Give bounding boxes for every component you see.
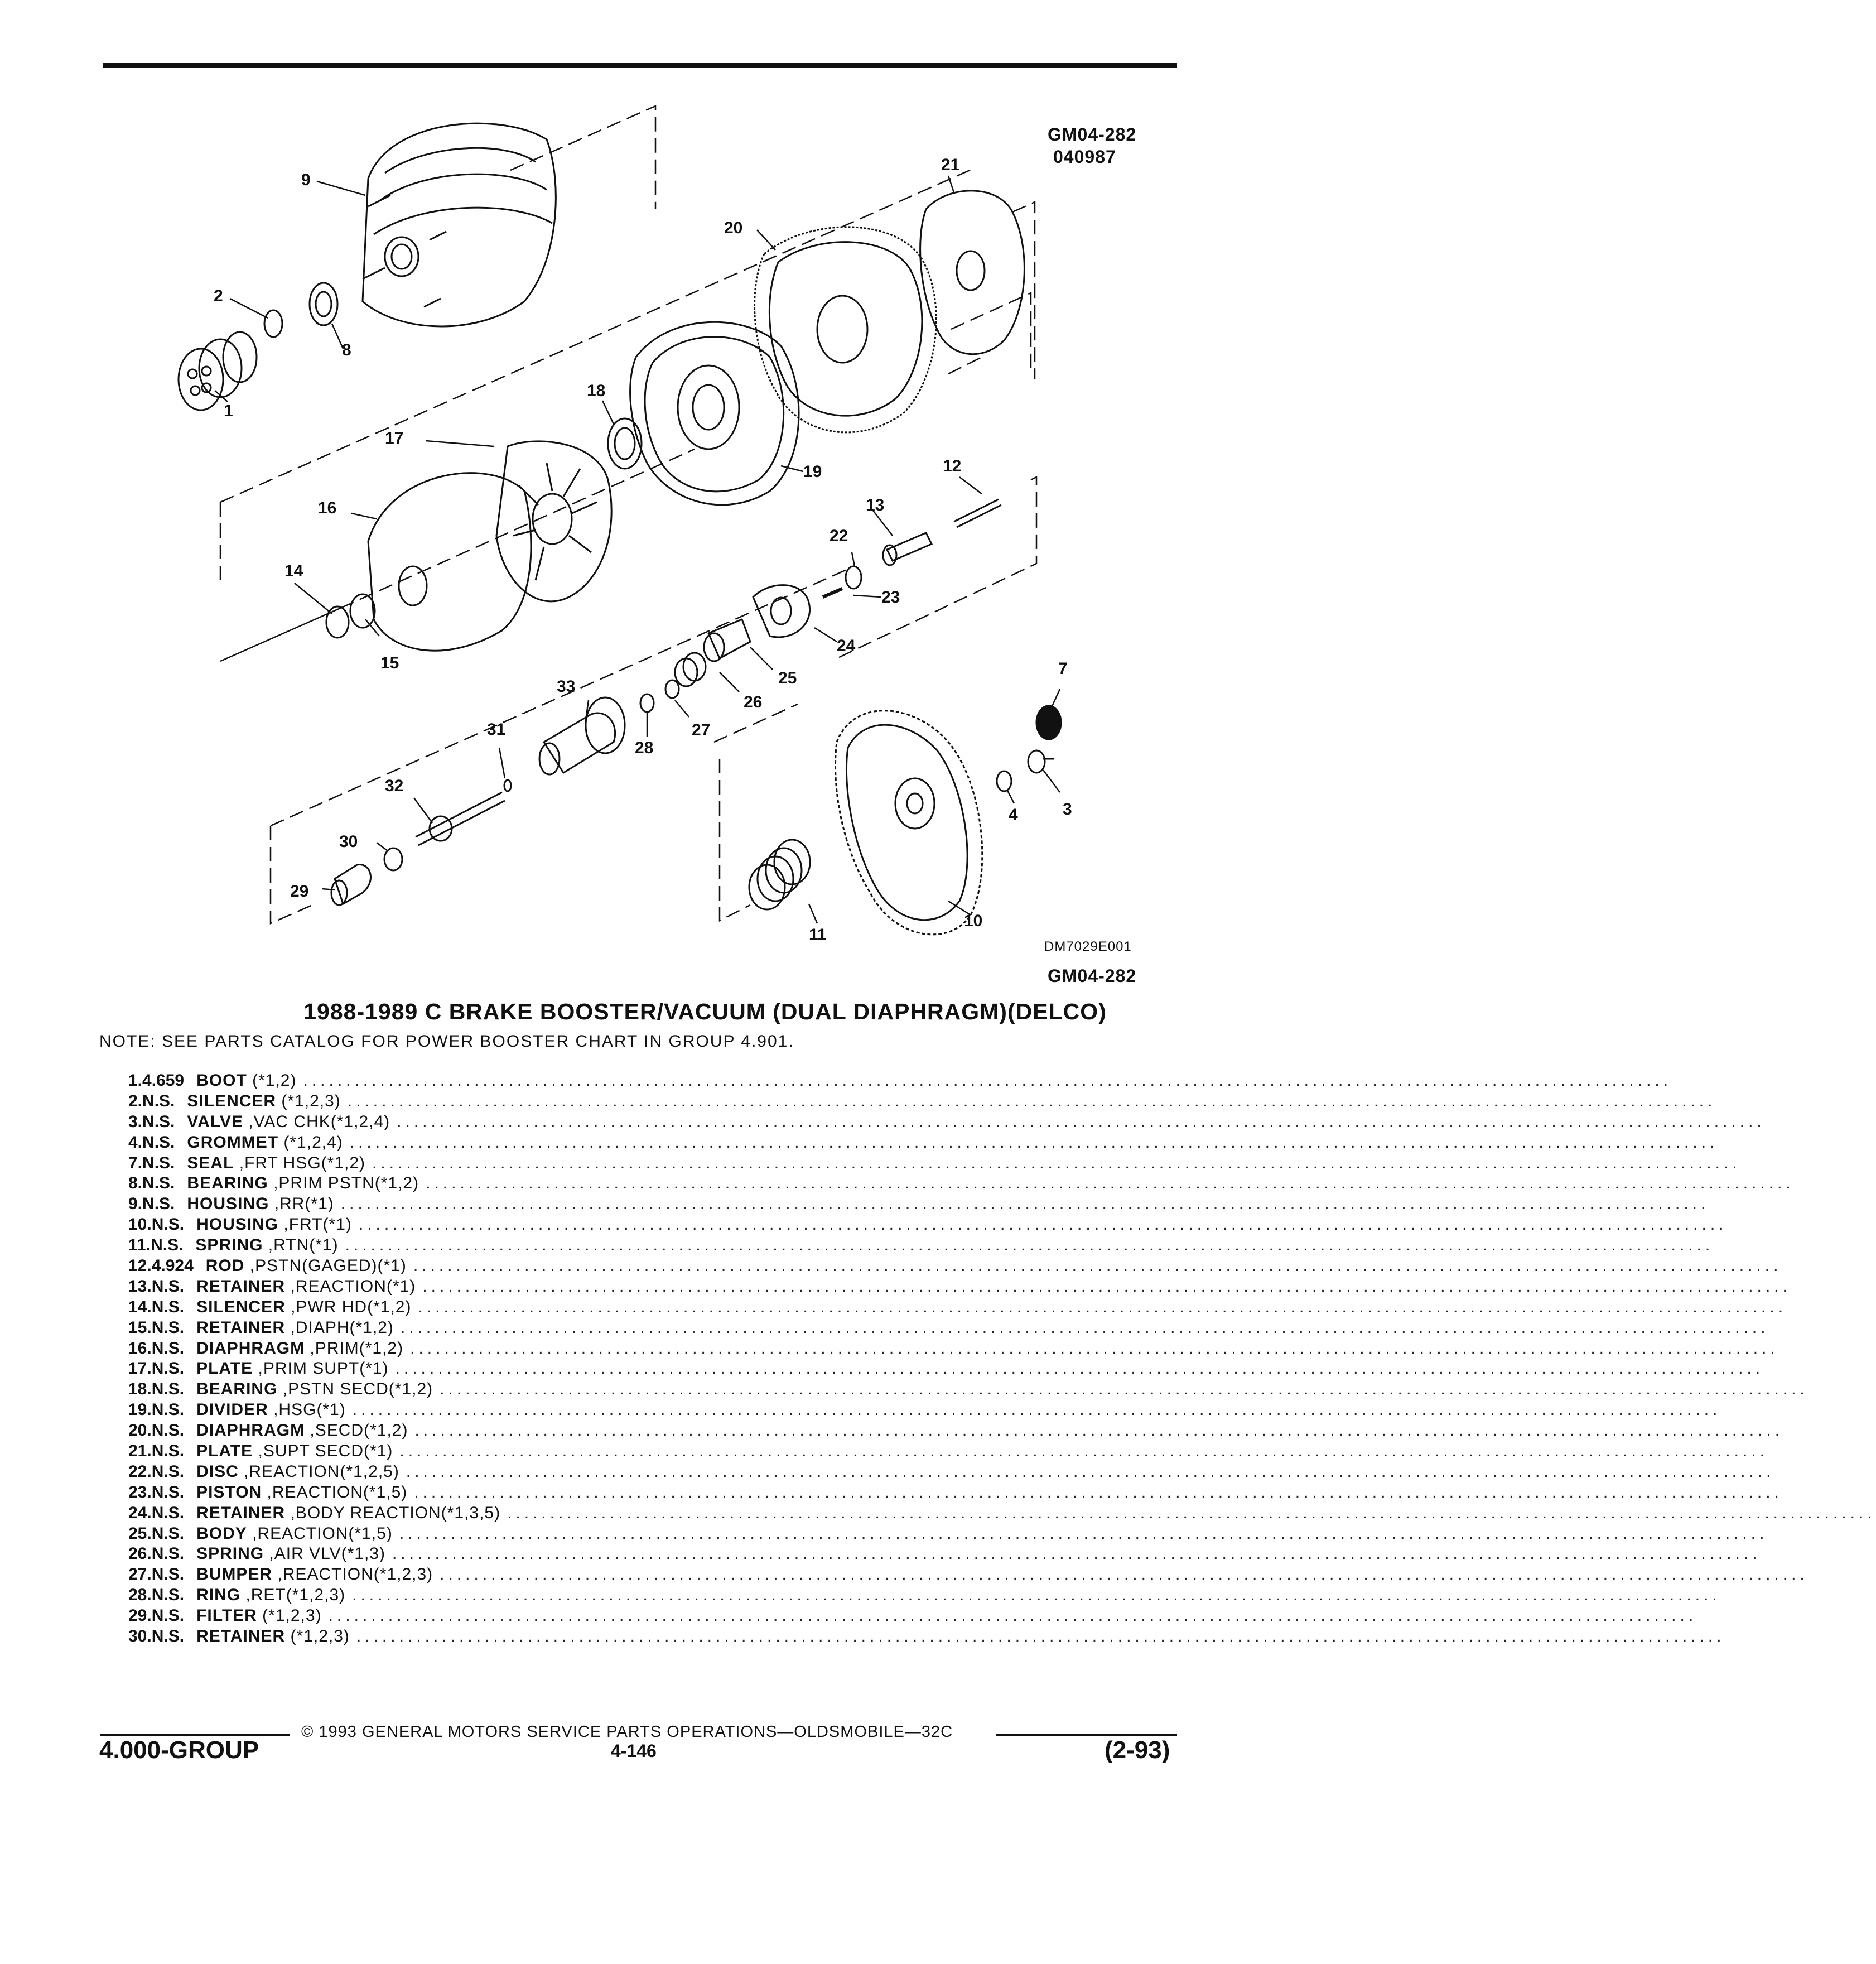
- part-detail: ,PSTN(GAGED)(*1): [244, 1257, 407, 1275]
- leader-dots: ................................................................................................................................................................: [303, 1071, 1672, 1090]
- part-name: RETAINER: [196, 1277, 286, 1296]
- part-group-number: N.S.: [142, 1112, 175, 1131]
- drawing-number: DM7029E001: [1044, 939, 1132, 954]
- part-number: 1.: [128, 1071, 143, 1090]
- part-group-number: N.S.: [142, 1091, 175, 1110]
- part-group-number: N.S.: [151, 1236, 184, 1255]
- revision-date: (2-93): [1105, 1736, 1170, 1764]
- part-name: RING: [196, 1586, 241, 1605]
- part-group-number: N.S.: [151, 1462, 185, 1481]
- part-name: SEAL: [187, 1153, 234, 1172]
- part-number: 22.: [128, 1462, 152, 1481]
- part-detail: ,PSTN SECD(*1,2): [277, 1380, 433, 1399]
- part-number: 25.: [128, 1524, 152, 1543]
- part-row: [128, 1462, 1775, 1483]
- part-number: 12.: [128, 1257, 152, 1275]
- part-name: HOUSING: [196, 1215, 279, 1234]
- part-detail: ,DIAPH(*1,2): [285, 1318, 394, 1337]
- part-description: [187, 1154, 365, 1173]
- leader-dots: ................................................................................................................................................................: [440, 1565, 1809, 1584]
- part-detail: ,REACTION(*1,2,3): [272, 1565, 433, 1584]
- figure-code-bottom: GM04-282: [1048, 966, 1137, 986]
- leader-dots: ................................................................................................................................................................: [400, 1318, 1769, 1337]
- part-group-number: N.S.: [142, 1153, 175, 1172]
- part-detail: (*1,2,3): [285, 1627, 350, 1646]
- part-row: [128, 1442, 1768, 1462]
- part-number: 20.: [128, 1421, 152, 1440]
- part-number: 24.: [128, 1503, 152, 1522]
- part-detail: ,BODY REACTION(*1,3,5): [285, 1503, 501, 1522]
- callout-17: 17: [385, 429, 404, 447]
- part-number: 19.: [128, 1400, 152, 1419]
- leader-dots: ................................................................................................................................................................: [413, 1257, 1782, 1275]
- callout-1: 1: [224, 402, 233, 420]
- leader-dots: ................................................................................................................................................................: [406, 1462, 1775, 1481]
- callout-23: 23: [881, 588, 900, 606]
- part-group-number: N.S.: [151, 1606, 185, 1625]
- part-detail: ,PWR HD(*1,2): [285, 1297, 412, 1316]
- callout-9: 9: [301, 171, 311, 189]
- callout-24: 24: [837, 637, 856, 655]
- part-group-number: N.S.: [151, 1297, 185, 1316]
- part-name: DIAPHRAGM: [196, 1421, 305, 1440]
- part-group-number: N.S.: [151, 1215, 185, 1234]
- part-group-number: N.S.: [151, 1586, 185, 1605]
- part-name: BODY: [196, 1524, 247, 1543]
- catalog-note: NOTE: SEE PARTS CATALOG FOR POWER BOOSTER CHART IN GROUP 4.901.: [99, 1032, 794, 1051]
- part-description: [196, 1565, 433, 1584]
- part-name: PISTON: [196, 1482, 262, 1501]
- callout-16: 16: [318, 499, 337, 517]
- part-row: [128, 1565, 1809, 1586]
- part-group-number: N.S.: [151, 1544, 185, 1563]
- part-row: [128, 1153, 1741, 1174]
- part-group-number: N.S.: [151, 1339, 185, 1358]
- part-detail: (*1,2,3): [257, 1606, 322, 1625]
- callout-33: 33: [557, 677, 576, 696]
- part-description: [196, 1462, 399, 1481]
- part-name: BEARING: [187, 1174, 268, 1193]
- part-name: FILTER: [196, 1606, 257, 1625]
- part-row: [128, 1627, 1725, 1648]
- part-name: GROMMET: [187, 1133, 279, 1152]
- callout-12: 12: [943, 457, 962, 475]
- part-row: [128, 1236, 1714, 1257]
- part-description: [206, 1257, 407, 1275]
- part-name: RETAINER: [196, 1503, 286, 1522]
- leader-dots: ................................................................................................................................................................: [418, 1297, 1787, 1316]
- part-number: 10.: [128, 1215, 152, 1234]
- part-detail: ,RTN(*1): [263, 1236, 339, 1255]
- part-description: [196, 1483, 407, 1502]
- part-description: [196, 1442, 393, 1461]
- part-description: [196, 1339, 403, 1358]
- part-detail: ,AIR VLV(*1,3): [264, 1544, 385, 1563]
- part-row: [128, 1071, 1672, 1092]
- part-name: PLATE: [196, 1442, 253, 1461]
- part-name: BUMPER: [196, 1565, 273, 1584]
- footer-rule-right: [996, 1734, 1177, 1736]
- part-detail: ,HSG(*1): [268, 1400, 346, 1419]
- part-row: [128, 1215, 1728, 1236]
- part-description: [196, 1586, 345, 1605]
- callout-11: 11: [809, 926, 827, 944]
- part-detail: ,FRT(*1): [278, 1215, 352, 1234]
- part-description: [196, 1215, 352, 1234]
- part-detail: ,REACTION(*1): [285, 1277, 416, 1296]
- part-detail: ,PRIM(*1,2): [305, 1339, 404, 1358]
- part-number: 14.: [128, 1297, 152, 1316]
- callout-10: 10: [964, 912, 983, 930]
- part-detail: (*1,2,3): [276, 1091, 341, 1110]
- part-description: [196, 1359, 388, 1378]
- callout-4: 4: [1009, 806, 1018, 824]
- part-description: [196, 1606, 321, 1625]
- part-row: [128, 1380, 1809, 1400]
- callout-7: 7: [1058, 660, 1068, 678]
- part-group-number: N.S.: [142, 1174, 175, 1193]
- part-description: [187, 1092, 340, 1111]
- callout-15: 15: [380, 654, 399, 672]
- part-description: [195, 1236, 338, 1255]
- part-group-number: N.S.: [142, 1195, 175, 1214]
- callout-3: 3: [1063, 800, 1072, 819]
- leader-dots: ................................................................................................................................................................: [414, 1421, 1784, 1440]
- part-row: [128, 1257, 1782, 1277]
- part-group-number: N.S.: [151, 1318, 185, 1337]
- callout-30: 30: [339, 832, 358, 851]
- leader-dots: ................................................................................................................................................................: [410, 1339, 1779, 1358]
- part-number: 7.: [128, 1153, 143, 1172]
- part-number: 9.: [128, 1195, 143, 1214]
- part-group-number: N.S.: [151, 1380, 185, 1399]
- callout-26: 26: [744, 693, 763, 711]
- part-description: [187, 1133, 343, 1152]
- part-group-number: N.S.: [151, 1627, 185, 1646]
- part-description: [196, 1380, 433, 1399]
- part-row: [128, 1482, 1783, 1504]
- part-row: [128, 1297, 1787, 1318]
- figure-date-code: 040987: [1053, 147, 1116, 167]
- part-group-number: N.S.: [151, 1442, 185, 1461]
- part-name: VALVE: [187, 1112, 243, 1131]
- callout-20: 20: [724, 219, 743, 237]
- part-name: DIVIDER: [196, 1400, 268, 1419]
- part-name: DISC: [196, 1462, 239, 1481]
- part-detail: ,PRIM PSTN(*1,2): [268, 1174, 419, 1193]
- part-description: [196, 1298, 411, 1317]
- leader-dots: ................................................................................................................................................................: [414, 1482, 1783, 1501]
- leader-dots: ................................................................................................................................................................: [507, 1503, 1876, 1522]
- part-name: SPRING: [195, 1236, 263, 1255]
- part-name: DIAPHRAGM: [196, 1339, 305, 1358]
- part-row: [128, 1174, 1795, 1195]
- part-number: 15.: [128, 1318, 152, 1337]
- leader-dots: ................................................................................................................................................................: [340, 1195, 1710, 1214]
- part-detail: ,RET(*1,2,3): [240, 1586, 346, 1605]
- leader-dots: ................................................................................................................................................................: [358, 1215, 1728, 1234]
- part-number: 4.: [128, 1133, 143, 1152]
- leader-dots: ................................................................................................................................................................: [426, 1174, 1795, 1193]
- part-description: [187, 1174, 419, 1193]
- part-description: [196, 1627, 350, 1646]
- part-description: [196, 1400, 346, 1419]
- part-description: [196, 1544, 385, 1563]
- callout-13: 13: [866, 496, 885, 514]
- leader-dots: ................................................................................................................................................................: [399, 1524, 1768, 1543]
- figure-code-top: GM04-282: [1048, 124, 1137, 145]
- callout-14: 14: [284, 562, 303, 580]
- part-number: 8.: [128, 1174, 143, 1193]
- leader-dots: ................................................................................................................................................................: [395, 1359, 1764, 1378]
- leader-dots: ................................................................................................................................................................: [347, 1091, 1716, 1110]
- part-group-number: N.S.: [151, 1277, 185, 1296]
- part-group-number: N.S.: [151, 1524, 185, 1543]
- part-description: [196, 1071, 296, 1090]
- part-row: [128, 1359, 1764, 1380]
- part-row: [128, 1544, 1761, 1565]
- leader-dots: ................................................................................................................................................................: [328, 1606, 1697, 1625]
- leader-dots: ................................................................................................................................................................: [352, 1586, 1721, 1605]
- callout-28: 28: [635, 739, 654, 757]
- part-name: SPRING: [196, 1544, 264, 1563]
- part-row: [128, 1195, 1710, 1215]
- part-number: 13.: [128, 1277, 152, 1296]
- part-group-number: N.S.: [151, 1359, 185, 1378]
- callout-29: 29: [290, 882, 309, 901]
- part-description: [187, 1195, 334, 1214]
- callout-27: 27: [692, 721, 711, 739]
- part-number: 2.: [128, 1091, 143, 1110]
- part-row: [128, 1524, 1768, 1545]
- leader-dots: ................................................................................................................................................................: [399, 1442, 1768, 1461]
- leader-dots: ................................................................................................................................................................: [349, 1133, 1719, 1152]
- part-row: [128, 1277, 1791, 1298]
- part-group-number: N.S.: [151, 1503, 185, 1522]
- part-row: [128, 1133, 1719, 1154]
- part-description: [196, 1277, 416, 1296]
- part-group-number: N.S.: [142, 1133, 175, 1152]
- part-detail: ,REACTION(*1,2,5): [238, 1462, 399, 1481]
- callout-21: 21: [941, 156, 960, 174]
- part-detail: (*1,2): [247, 1071, 297, 1090]
- part-group-number: 4.924: [151, 1257, 194, 1275]
- leader-dots: ................................................................................................................................................................: [397, 1112, 1766, 1131]
- part-detail: ,RR(*1): [269, 1195, 334, 1214]
- part-row: [128, 1339, 1779, 1360]
- part-row: [128, 1400, 1721, 1421]
- part-name: BEARING: [196, 1380, 278, 1399]
- part-number: 29.: [128, 1606, 152, 1625]
- part-detail: ,FRT HSG(*1,2): [234, 1153, 366, 1172]
- leader-dots: ................................................................................................................................................................: [422, 1277, 1791, 1296]
- part-group-number: N.S.: [151, 1565, 185, 1584]
- leader-dots: ................................................................................................................................................................: [345, 1236, 1714, 1255]
- callout-18: 18: [587, 382, 606, 400]
- page-number: 4-146: [611, 1741, 657, 1761]
- part-description: [196, 1421, 408, 1440]
- part-group-number: N.S.: [151, 1482, 185, 1501]
- callout-31: 31: [487, 720, 506, 739]
- leader-dots: ................................................................................................................................................................: [352, 1400, 1721, 1419]
- part-row: [128, 1318, 1769, 1339]
- part-number: 27.: [128, 1565, 152, 1584]
- leader-dots: ................................................................................................................................................................: [356, 1627, 1725, 1646]
- part-description: [196, 1504, 500, 1523]
- parts-list: [128, 1071, 1876, 1648]
- part-number: 18.: [128, 1380, 152, 1399]
- callout-2: 2: [214, 287, 223, 305]
- callout-8: 8: [342, 341, 351, 359]
- part-group-number: N.S.: [151, 1400, 185, 1419]
- part-name: BOOT: [196, 1071, 247, 1090]
- part-row: [128, 1586, 1721, 1606]
- exploded-view-diagram: [0, 0, 1410, 1004]
- part-name: RETAINER: [196, 1627, 286, 1646]
- part-group-number: N.S.: [151, 1421, 185, 1440]
- part-row: [128, 1091, 1716, 1113]
- callout-22: 22: [830, 527, 848, 545]
- part-description: [187, 1113, 390, 1132]
- part-number: 11.: [128, 1236, 151, 1255]
- part-detail: ,PRIM SUPT(*1): [253, 1359, 389, 1378]
- callout-32: 32: [385, 777, 404, 795]
- figure-title: 1988-1989 C BRAKE BOOSTER/VACUUM (DUAL DIAPHRAGM)(DELCO): [303, 999, 1107, 1024]
- copyright-notice: © 1993 GENERAL MOTORS SERVICE PARTS OPERATIONS—OLDSMOBILE—32C: [301, 1723, 953, 1741]
- part-description: [196, 1318, 394, 1337]
- part-row: [128, 1503, 1876, 1524]
- part-name: PLATE: [196, 1359, 253, 1378]
- part-number: 23.: [128, 1482, 152, 1501]
- part-detail: ,REACTION(*1,5): [247, 1524, 393, 1543]
- leader-dots: ................................................................................................................................................................: [392, 1544, 1761, 1563]
- leader-dots: ................................................................................................................................................................: [440, 1380, 1809, 1399]
- part-name: RETAINER: [196, 1318, 286, 1337]
- part-name: ROD: [205, 1257, 245, 1275]
- part-number: 17.: [128, 1359, 152, 1378]
- part-detail: ,REACTION(*1,5): [262, 1482, 408, 1501]
- group-label: 4.000-GROUP: [99, 1736, 259, 1764]
- part-number: 16.: [128, 1339, 152, 1358]
- part-name: HOUSING: [187, 1195, 269, 1214]
- leader-dots: ................................................................................................................................................................: [372, 1153, 1741, 1172]
- part-number: 30.: [128, 1627, 152, 1646]
- part-detail: (*1,2,4): [278, 1133, 343, 1152]
- part-detail: ,SECD(*1,2): [305, 1421, 408, 1440]
- part-description: [196, 1524, 393, 1543]
- part-row: [128, 1112, 1766, 1133]
- part-number: 21.: [128, 1442, 152, 1461]
- part-group-number: 4.659: [142, 1071, 185, 1090]
- callout-19: 19: [803, 463, 822, 481]
- part-row: [128, 1606, 1697, 1627]
- callout-25: 25: [778, 669, 797, 687]
- part-detail: ,SUPT SECD(*1): [253, 1442, 393, 1461]
- part-number: 3.: [128, 1112, 143, 1131]
- footer-rule-left: [100, 1734, 290, 1736]
- part-row: [128, 1421, 1784, 1442]
- part-detail: ,VAC CHK(*1,2,4): [243, 1112, 390, 1131]
- part-name: SILENCER: [196, 1297, 286, 1316]
- part-number: 26.: [128, 1544, 152, 1563]
- part-name: SILENCER: [187, 1091, 277, 1110]
- part-number: 28.: [128, 1586, 152, 1605]
